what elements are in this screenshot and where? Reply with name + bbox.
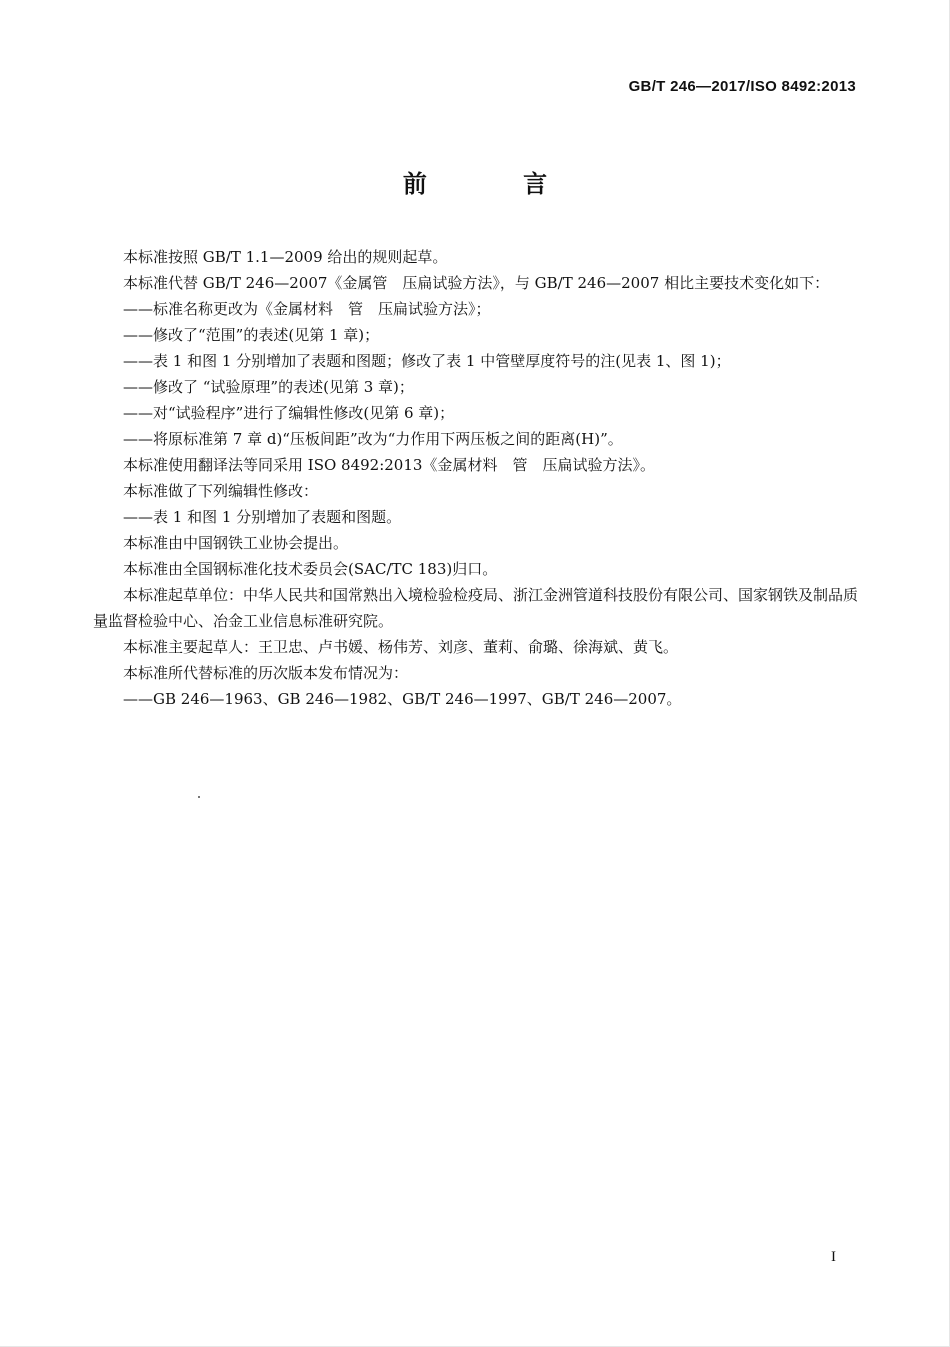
paragraph-editorial: 本标准做了下列编辑性修改： bbox=[123, 482, 319, 500]
change-item: ——将原标准第 7 章 d)“压板间距”改为“力作用下两压板之间的距离(H)”。 bbox=[123, 430, 623, 448]
page-title: 前 言 bbox=[402, 170, 592, 198]
scan-speck bbox=[198, 796, 200, 798]
paragraph-history: 本标准所代替标准的历次版本发布情况为： bbox=[123, 664, 409, 682]
document-body bbox=[93, 244, 858, 712]
paragraph-replaces: 本标准代替 GB/T 246—2007《金属管 压扁试验方法》，与 GB/T 246—2007 相比主要技术变化如下： bbox=[123, 274, 830, 292]
editorial-item: ——表 1 和图 1 分别增加了表题和图题。 bbox=[123, 508, 402, 526]
change-item: ——标准名称更改为《金属材料 管 压扁试验方法》； bbox=[123, 300, 491, 318]
paragraph-drafting-rules: 本标准按照 GB/T 1.1—2009 给出的规则起草。 bbox=[123, 248, 448, 266]
paragraph-drafters: 本标准主要起草人：王卫忠、卢书媛、杨伟芳、刘彦、董莉、俞璐、徐海斌、黄飞。 bbox=[123, 638, 679, 656]
standard-code: GB/T 246—2017/ISO 8492:2013 bbox=[628, 78, 856, 95]
paragraph-adoption: 本标准使用翻译法等同采用 ISO 8492:2013《金属材料 管 压扁试验方法》。 bbox=[123, 456, 655, 474]
change-item: ——修改了 “试验原理”的表述(见第 3 章)； bbox=[123, 378, 414, 396]
page-number: I bbox=[831, 1249, 836, 1265]
history-item: ——GB 246—1963、GB 246—1982、GB/T 246—1997、GB/T 246—2007。 bbox=[123, 690, 682, 708]
paragraph-drafting-units: 本标准起草单位：中华人民共和国常熟出入境检验检疫局、浙江金洲管道科技股份有限公司、国家钢铁及制品质量监督检验中心、冶金工业信息标准研究院。 bbox=[93, 586, 859, 630]
change-item: ——表 1 和图 1 分别增加了表题和图题；修改了表 1 中管壁厚度符号的注(见表 1、图 1)； bbox=[123, 352, 731, 370]
change-item: ——对“试验程序”进行了编辑性修改(见第 6 章)； bbox=[123, 404, 455, 422]
change-item: ——修改了“范围”的表述(见第 1 章)； bbox=[123, 326, 380, 344]
paragraph-managed-by: 本标准由全国钢标准化技术委员会(SAC/TC 183)归口。 bbox=[123, 560, 498, 578]
paragraph-proposed-by: 本标准由中国钢铁工业协会提出。 bbox=[123, 534, 349, 552]
